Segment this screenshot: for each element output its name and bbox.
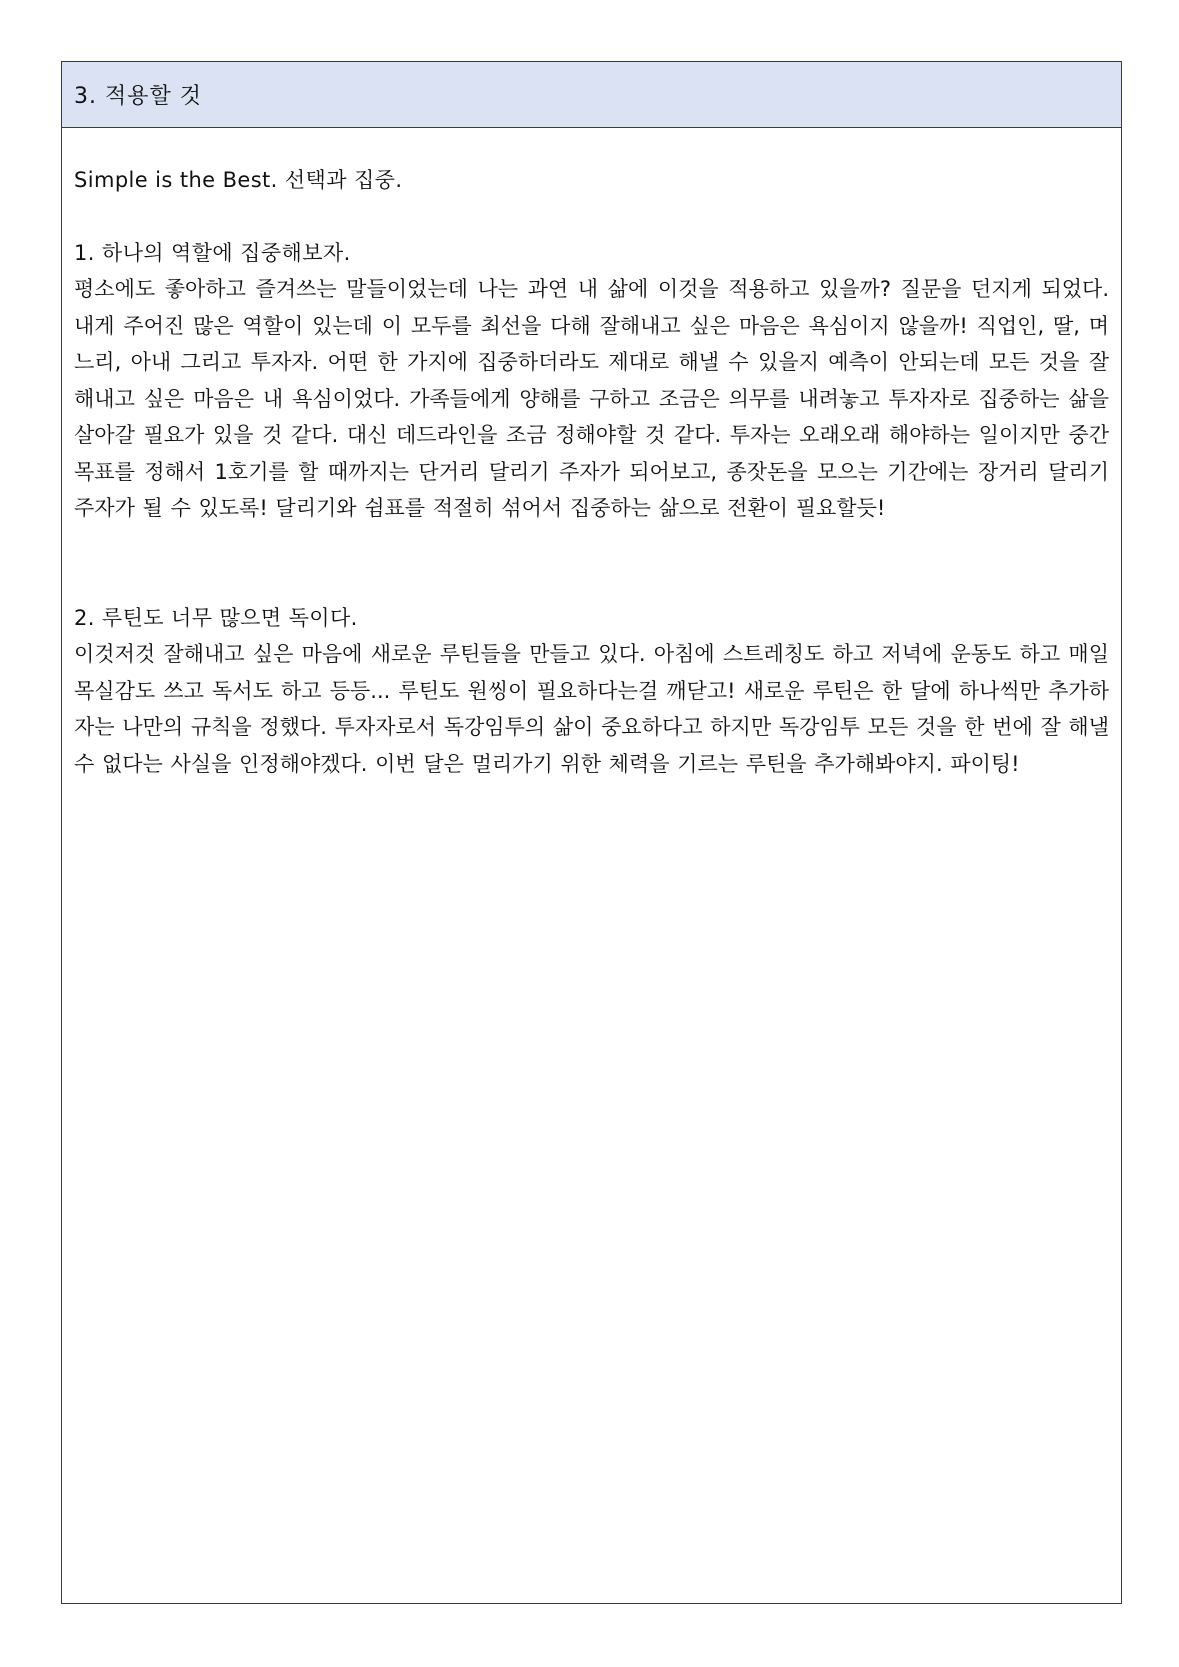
subsection-title-2: 2. 루틴도 너무 많으면 독이다. [74, 605, 358, 630]
section-header [62, 62, 1121, 128]
subsection-title-1: 1. 하나의 역할에 집중해보자. [74, 240, 351, 265]
subsection-body-2: 이것저것 잘해내고 싶은 마음에 새로운 루틴들을 만들고 있다. 아침에 스트레칭도 하고 저녁에 운동도 하고 매일 목실감도 쓰고 독서도 하고 등등... 루틴도 원씽이 필요하다는걸 깨닫고! 새로운 루틴은 한 달에 하나씩만 추가하자는 나만의 규칙을 정했다. 투자자로서 독강임투의 삶이 중요하다고 하지만 독강임투 모든 것을 한 번에 잘 해낼 수 없다는 사실을 인정해야겠다. 이번 달은 멀리가기 위한 체력을 기르는 루틴을 추가해봐야지. 파이팅! [74, 642, 1109, 776]
spacer [74, 527, 1109, 600]
document-table [61, 61, 1122, 1604]
section-header-title: 3. 적용할 것 [74, 84, 202, 109]
section-content [62, 128, 1121, 782]
lead-text: Simple is the Best. 선택과 집중. [74, 168, 403, 192]
subsection-body-1: 평소에도 좋아하고 즐겨쓰는 말들이었는데 나는 과연 내 삶에 이것을 적용하고 있을까? 질문을 던지게 되었다. 내게 주어진 많은 역할이 있는데 이 모두를 최선을 다해 잘해내고 싶은 마음은 욕심이지 않을까! 직업인, 딸, 며느리, 아내 그리고 투자자. 어떤 한 가지에 집중하더라도 제대로 해낼 수 있을지 예측이 안되는데 모든 것을 잘 해내고 싶은 마음은 내 욕심이었다. 가족들에게 양해를 구하고 조금은 의무를 내려놓고 투자자로 집중하는 삶을 살아갈 필요가 있을 것 같다. 대신 데드라인을 조금 정해야할 것 같다. 투자는 오래오래 해야하는 일이지만 중간 목표를 정해서 1호기를 할 때까지는 단거리 달리기 주자가 되어보고, 종잣돈을 모으는 기간에는 장거리 달리기 주자가 될 수 있도록! 달리기와 쉼표를 적절히 섞어서 집중하는 삶으로 전환이 필요할듯! [74, 277, 1109, 520]
